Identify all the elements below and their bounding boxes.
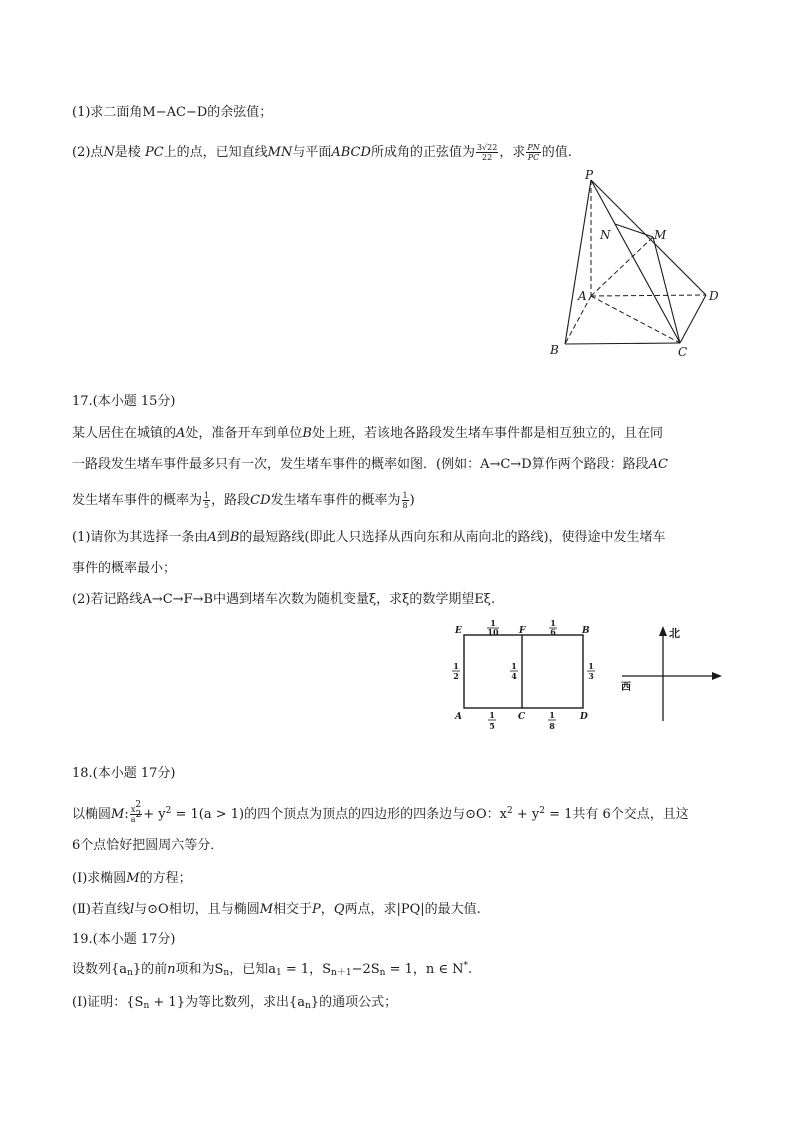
- compass-west-label: 西: [621, 682, 631, 693]
- label-N: N: [600, 228, 611, 242]
- svg-text:6: 6: [550, 627, 556, 637]
- svg-text:1: 1: [453, 661, 459, 671]
- q18-header: 18.(本小题 17分): [72, 766, 176, 781]
- svg-text:4: 4: [511, 671, 517, 681]
- grid-label-B: B: [582, 626, 590, 636]
- svg-text:1: 1: [549, 710, 555, 720]
- q17-part2: (2)若记路线A→C→F→B中遇到堵车次数为随机变量ξ，求ξ的数学期望Eξ.: [72, 592, 496, 607]
- q17-line3: 发生堵车事件的概率为 $\frac{1}{5}$ ，路段CD发生堵车事件的概率为 $\frac{1}{8}$ ): [72, 491, 415, 510]
- q18-line1: 以椭圆M: $\frac{x^2}{a^2}$ + $y^2 = 1(a > 1)$的四个顶点为顶点的四边形的四条边与⊙O：$x^2 + y^2 = 1$共有 6个交点，且这: [72, 800, 689, 824]
- q18-line2: 6个点恰好把圆周六等分．: [72, 838, 224, 853]
- q18-part1: (Ⅰ)求椭圆M的方程；: [72, 871, 192, 886]
- label-P: P: [585, 168, 594, 182]
- grid-label-F: F: [519, 626, 526, 636]
- q19-part1: (Ⅰ)证明：$\{S_n + 1\}$为等比数列，求出$\{a_n\}$的通项公式；: [72, 995, 398, 1011]
- q17-part1-line2: 事件的概率最小；: [72, 561, 177, 576]
- segment-MC: [653, 237, 680, 343]
- pyramid-figure: [545, 168, 730, 360]
- svg-text:2: 2: [453, 671, 459, 681]
- road-grid-figure: [440, 618, 610, 736]
- label-A: A: [578, 289, 587, 303]
- label-D: D: [709, 289, 719, 303]
- q17-header: 17.(本小题 15分): [72, 394, 176, 409]
- compass-north-label: 北: [669, 627, 680, 640]
- east-arrow-icon: [712, 672, 722, 680]
- edge-AD: [591, 295, 706, 296]
- sine-fraction: $\frac{3√22}{22}$: [476, 143, 498, 162]
- svg-text:1: 1: [489, 710, 495, 720]
- grid-label-E: E: [455, 626, 462, 636]
- grid-label-A: A: [455, 712, 462, 722]
- q17-part1-line1: (1)请你为其选择一条由A到B的最短路线(即此人只选择从西向东和从南向北的路线)，使得途中发生堵车: [72, 530, 666, 545]
- svg-text:1: 1: [550, 618, 556, 628]
- svg-text:1: 1: [511, 661, 517, 671]
- q19-header: 19.(本小题 17分): [72, 932, 176, 947]
- q17-line1: 某人居住在城镇的A处，准备开车到单位B处上班，若该地各路段发生堵车事件都是相互独立的，且在同: [72, 426, 663, 441]
- q19-line1: 设数列$\{a_n\}$的前n项和为$S_n$，已知$a_1 = 1$，$S_{n+1}-2S_n = 1$，n ∈ N*.: [72, 961, 473, 978]
- q18-part2: (Ⅱ)若直线l与⊙O相切，且与椭圆M相交于P，Q两点，求|PQ|的最大值.: [72, 902, 481, 917]
- compass-figure: [618, 624, 728, 724]
- svg-text:1: 1: [490, 618, 496, 628]
- label-C: C: [678, 345, 688, 359]
- label-M: M: [654, 228, 667, 242]
- q16-part1: (1)求二面角M−AC−D的余弦值；: [72, 105, 273, 120]
- svg-text:3: 3: [588, 671, 594, 681]
- north-arrow-icon: [659, 626, 667, 636]
- grid-label-C: C: [518, 712, 526, 722]
- edge-CD: [680, 295, 706, 343]
- edge-BC: [565, 343, 680, 344]
- svg-text:10: 10: [487, 627, 499, 637]
- svg-text:8: 8: [549, 721, 555, 731]
- segment-AM: [591, 237, 653, 296]
- q17-line2: 一路段发生堵车事件最多只有一次，发生堵车事件的概率如图．(例如：A→C→D算作两个路段：路段AC: [72, 457, 668, 472]
- ratio-fraction: $\frac{PN}{PC}$: [527, 143, 540, 162]
- q16-part2: (2)点N是棱 PC上的点，已知直线MN与平面ABCD所成角的正弦值为 $\frac{3√22}{22}$ ，求 $\frac{PN}{PC}$ 的值.: [72, 143, 572, 162]
- label-B: B: [550, 343, 559, 357]
- edge-PC: [591, 180, 680, 343]
- grid-label-D: D: [580, 712, 588, 722]
- svg-text:5: 5: [489, 721, 495, 731]
- svg-text:1: 1: [588, 661, 594, 671]
